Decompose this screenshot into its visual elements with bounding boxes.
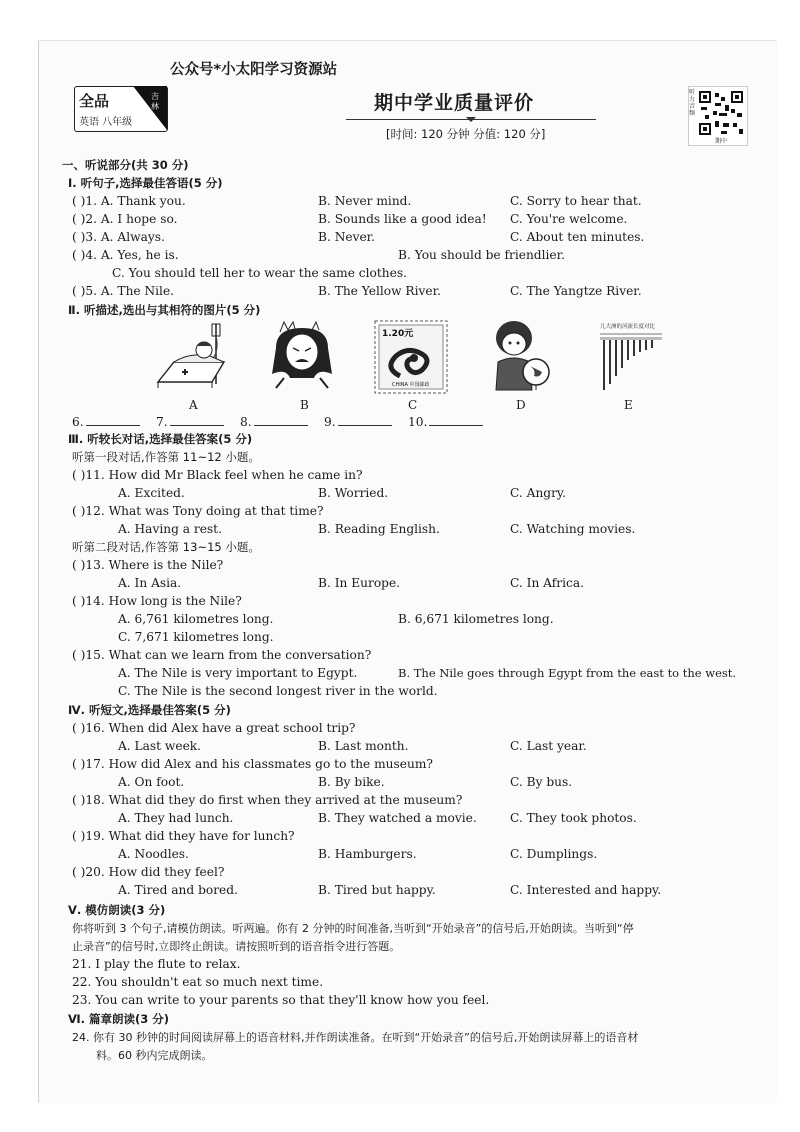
qr-code[interactable] — [688, 86, 748, 146]
stamp-country: CHINA 中国邮政 — [392, 382, 430, 388]
q1-stem: ( )1. A. Thank you. — [72, 194, 186, 208]
q14-option-a[interactable]: A. 6,761 kilometres long. — [118, 612, 274, 626]
stamp-value: 1.20元 — [382, 329, 414, 339]
picture-c-snake-stamp[interactable] — [374, 320, 448, 394]
q15-stem: ( )15. What can we learn from the conversation? — [72, 648, 372, 662]
q4-option-b[interactable]: B. You should be friendlier. — [398, 248, 565, 262]
q5-option-c[interactable]: C. The Yangtze River. — [510, 284, 642, 298]
section1-heading: Ⅰ. 听句子,选择最佳答语(5 分) — [68, 176, 223, 190]
q2-option-b[interactable]: B. Sounds like a good idea! — [318, 212, 487, 226]
q1-option-c[interactable]: C. Sorry to hear that. — [510, 194, 642, 208]
q3-stem: ( )3. A. Always. — [72, 230, 165, 244]
q15-option-a[interactable]: A. The Nile is very important to Egypt. — [118, 666, 358, 680]
answer-blank-6[interactable]: 6. — [72, 414, 140, 430]
sentence-23: 23. You can write to your parents so that they'll know how you feel. — [72, 993, 490, 1007]
section6-instruction-line1: 24. 你有 30 秒钟的时间阅读屏幕上的语音材料,并作朗读准备。在听到“开始录音”的信号后,开始朗读屏幕上的语音材 — [72, 1031, 639, 1044]
section4-heading: Ⅳ. 听短文,选择最佳答案(5 分) — [68, 703, 231, 717]
q17-stem: ( )17. How did Alex and his classmates go to the museum? — [72, 757, 433, 771]
qr-pattern-icon — [699, 91, 743, 135]
brand-edition: 吉林 — [151, 92, 159, 111]
section5-heading: Ⅴ. 模仿朗读(3 分) — [68, 903, 166, 917]
picture-c-label: C — [408, 398, 418, 412]
section6-instruction-line2: 料。60 秒内完成朗读。 — [96, 1049, 213, 1062]
q3-option-b[interactable]: B. Never. — [318, 230, 376, 244]
q13-option-b[interactable]: B. In Europe. — [318, 576, 401, 590]
page-title: 期中学业质量评价 — [374, 92, 535, 114]
q19-stem: ( )19. What did they have for lunch? — [72, 829, 295, 843]
q4-stem: ( )4. A. Yes, he is. — [72, 248, 179, 262]
section3-intro1: 听第一段对话,作答第 11~12 小题。 — [72, 450, 260, 464]
q12-stem: ( )12. What was Tony doing at that time? — [72, 504, 324, 518]
watermark-text: 公众号*小太阳学习资源站 — [170, 62, 338, 78]
q19-option-a[interactable]: A. Noodles. — [118, 847, 189, 861]
time-score: [时间: 120 分钟 分值: 120 分] — [386, 127, 546, 141]
q19-option-b[interactable]: B. Hamburgers. — [318, 847, 417, 861]
q18-option-a[interactable]: A. They had lunch. — [118, 811, 234, 825]
q13-option-c[interactable]: C. In Africa. — [510, 576, 584, 590]
q12-option-c[interactable]: C. Watching movies. — [510, 522, 636, 536]
q2-stem: ( )2. A. I hope so. — [72, 212, 178, 226]
picture-d-label: D — [516, 398, 526, 412]
q16-option-c[interactable]: C. Last year. — [510, 739, 587, 753]
q13-stem: ( )13. Where is the Nile? — [72, 558, 224, 572]
q13-option-a[interactable]: A. In Asia. — [118, 576, 182, 590]
q20-option-b[interactable]: B. Tired but happy. — [318, 883, 436, 897]
q14-stem: ( )14. How long is the Nile? — [72, 594, 242, 608]
q5-stem: ( )5. A. The Nile. — [72, 284, 175, 298]
q20-option-c[interactable]: C. Interested and happy. — [510, 883, 662, 897]
picture-a-sick-in-bed[interactable] — [150, 322, 240, 392]
brand-name: 全品 — [79, 92, 110, 110]
q20-option-a[interactable]: A. Tired and bored. — [118, 883, 238, 897]
qr-bottom-label: 期中 — [715, 138, 728, 145]
title-rule-marker — [466, 117, 476, 122]
q3-option-c[interactable]: C. About ten minutes. — [510, 230, 645, 244]
q2-option-c[interactable]: C. You're welcome. — [510, 212, 628, 226]
section5-instruction-line1: 你将听到 3 个句子,请模仿朗读。听两遍。你有 2 分钟的时间准备,当听到“开始录音”的信号后,开始朗读。当听到“停 — [72, 922, 634, 935]
q11-stem: ( )11. How did Mr Black feel when he came in? — [72, 468, 363, 482]
q18-option-c[interactable]: C. They took photos. — [510, 811, 637, 825]
answer-blank-10[interactable]: 10. — [408, 414, 483, 430]
picture-b-angry-girl[interactable] — [262, 318, 342, 392]
section3-heading: Ⅲ. 听较长对话,选择最佳答案(5 分) — [68, 432, 253, 446]
sentence-22: 22. You shouldn't eat so much next time. — [72, 975, 324, 989]
q18-stem: ( )18. What did they do first when they arrived at the museum? — [72, 793, 463, 807]
q16-option-b[interactable]: B. Last month. — [318, 739, 409, 753]
picture-b-label: B — [300, 398, 309, 412]
section5-instruction-line2: 止录音”的信号时,立即终止朗读。请按照听到的语音指令进行答题。 — [72, 940, 401, 953]
section2-heading: Ⅱ. 听描述,选出与其相符的图片(5 分) — [68, 303, 261, 317]
q12-option-a[interactable]: A. Having a rest. — [118, 522, 222, 536]
q15-option-c[interactable]: C. The Nile is the second longest river in the world. — [118, 684, 438, 698]
q5-option-b[interactable]: B. The Yellow River. — [318, 284, 441, 298]
q17-option-b[interactable]: B. By bike. — [318, 775, 385, 789]
qr-side-label: 听力音频 — [689, 89, 696, 117]
part1-heading: 一、听说部分(共 30 分) — [62, 158, 189, 172]
q15-option-b[interactable]: B. The Nile goes through Egypt from the east to the west. — [398, 666, 737, 680]
q4-option-c[interactable]: C. You should tell her to wear the same clothes. — [112, 266, 407, 280]
q16-option-a[interactable]: A. Last week. — [118, 739, 202, 753]
q18-option-b[interactable]: B. They watched a movie. — [318, 811, 477, 825]
brand-corner-badge — [133, 86, 167, 130]
picture-e-river-chart[interactable] — [596, 320, 664, 392]
picture-a-label: A — [189, 398, 198, 412]
q12-option-b[interactable]: B. Reading English. — [318, 522, 440, 536]
q11-option-b[interactable]: B. Worried. — [318, 486, 389, 500]
q17-option-c[interactable]: C. By bus. — [510, 775, 573, 789]
q1-option-b[interactable]: B. Never mind. — [318, 194, 412, 208]
picture-e-label: E — [624, 398, 633, 412]
section6-heading: Ⅵ. 篇章朗读(3 分) — [68, 1012, 170, 1026]
q14-option-b[interactable]: B. 6,671 kilometres long. — [398, 612, 554, 626]
chart-caption: 几大洲的河流长度对比 — [600, 324, 656, 330]
brand-grade: 英语 八年级 — [79, 117, 133, 128]
q19-option-c[interactable]: C. Dumplings. — [510, 847, 598, 861]
answer-blank-9[interactable]: 9. — [324, 414, 392, 430]
section3-intro2: 听第二段对话,作答第 13~15 小题。 — [72, 540, 260, 554]
q17-option-a[interactable]: A. On foot. — [118, 775, 185, 789]
picture-d-boy-with-globe[interactable] — [484, 318, 554, 394]
answer-blank-8[interactable]: 8. — [240, 414, 308, 430]
q20-stem: ( )20. How did they feel? — [72, 865, 225, 879]
q16-stem: ( )16. When did Alex have a great school trip? — [72, 721, 356, 735]
sentence-21: 21. I play the flute to relax. — [72, 957, 241, 971]
q11-option-c[interactable]: C. Angry. — [510, 486, 567, 500]
brand-box — [74, 86, 168, 132]
q11-option-a[interactable]: A. Excited. — [118, 486, 185, 500]
q14-option-c[interactable]: C. 7,671 kilometres long. — [118, 630, 274, 644]
answer-blank-7[interactable]: 7. — [156, 414, 224, 430]
